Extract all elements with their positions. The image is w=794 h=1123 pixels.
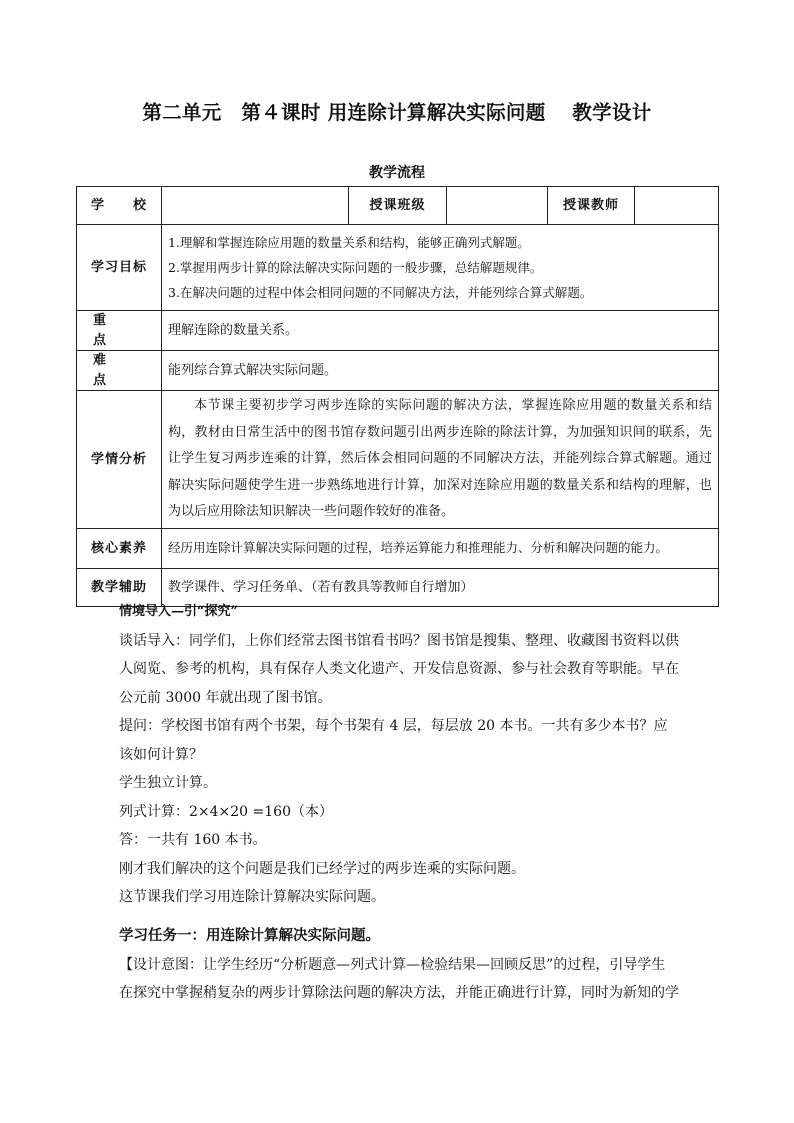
body-paragraph: 刚才我们解决的这个问题是我们已经学过的两步连乘的实际问题。 <box>119 860 525 877</box>
aids-label: 教学辅助 <box>77 569 162 607</box>
school-value <box>162 187 349 225</box>
key-point-label: 重 点 <box>77 311 162 351</box>
key-point-value: 理解连除的数量关系。 <box>162 311 719 351</box>
goal-item: 3.在解决问题的过程中体会相同问题的不同解决方法，并能列综合算式解题。 <box>168 285 593 300</box>
design-intent-paragraph: 【设计意图：让学生经历“分析题意—列式计算—检验结果—回顾反思”的过程，引导学生在探究中掌握稍复杂的两步计算除法问题的解决方法，并能正确进行计算，同时为新知的学 <box>119 956 679 1001</box>
teacher-label: 授课教师 <box>548 187 635 225</box>
goal-item: 1.理解和掌握连除应用题的数量关系和结构，能够正确列式解题。 <box>168 235 530 250</box>
table-row <box>77 187 719 225</box>
goals-label: 学习目标 <box>77 225 162 311</box>
body-paragraph: 学生独立计算。 <box>119 775 217 791</box>
intro-heading: 情境导入—引“探究” <box>119 604 238 619</box>
table-row <box>77 529 719 569</box>
table-row <box>77 391 719 529</box>
lesson-info-table <box>76 186 719 607</box>
body-paragraph: 这节课我们学习用连除计算解决实际问题。 <box>119 889 385 905</box>
goal-item: 2.掌握用两步计算的除法解决实际问题的一般步骤，总结解题规律。 <box>168 260 543 275</box>
body-paragraph: 答：一共有 160 本书。 <box>119 832 267 848</box>
goals-cell <box>162 225 719 311</box>
school-label: 学 校 <box>77 187 162 225</box>
intro-section <box>119 598 679 912</box>
table-row <box>77 225 719 311</box>
table-row <box>77 351 719 391</box>
aids-value: 教学课件、学习任务单、（若有教具等教师自行增加） <box>162 569 719 607</box>
body-paragraph: 提问：学校图书馆有两个书架，每个书架有 4 层，每层放 20 本书。一共有多少本书？应该如何计算？ <box>119 718 668 763</box>
task-heading: 学习任务一：用连除计算解决实际问题。 <box>119 927 380 944</box>
difficulty-label: 难 点 <box>77 351 162 391</box>
class-label: 授课班级 <box>349 187 447 225</box>
class-value <box>447 187 548 225</box>
analysis-cell <box>162 391 719 529</box>
body-paragraph: 谈话导入：同学们，上你们经常去图书馆看书吗？图书馆是搜集、整理、收藏图书资料以供人阅览、参考的机构，具有保存人类文化遗产、开发信息资源、参与社会教育等职能。早在公元前 3000 年就出现了图书馆。 <box>119 632 679 706</box>
difficulty-value: 能列综合算式解决实际问题。 <box>162 351 719 391</box>
literacy-label: 核心素养 <box>77 529 162 569</box>
section-subtitle: 教学流程 <box>369 165 425 181</box>
analysis-value: 本节课主要初步学习两步连除的实际问题的解决方法，掌握连除应用题的数量关系和结构，教材由日常生活中的图书馆存数问题引出两步连除的除法计算，为加强知识间的联系，先让学生复习两步连乘的计算，然后体会相同问题的不同解决方法，并能列综合算式解题。通过解决实际问题使学生进一步熟练地进行计算，加深对连除应用题的数量关系和结构的理解，也为以后应用除法知识解决一些问题作较好的准备。 <box>168 398 712 520</box>
literacy-value: 经历用连除计算解决实际问题的过程，培养运算能力和推理能力、分析和解决问题的能力。 <box>162 529 719 569</box>
body-paragraph: 列式计算：2×4×20 =160（本） <box>119 803 333 820</box>
teacher-value <box>635 187 719 225</box>
analysis-label: 学情分析 <box>77 391 162 529</box>
task-section <box>119 922 679 1008</box>
table-row <box>77 311 719 351</box>
document-title: 第二单元 第４课时 用连除计算解决实际问题 教学设计 <box>142 101 652 124</box>
